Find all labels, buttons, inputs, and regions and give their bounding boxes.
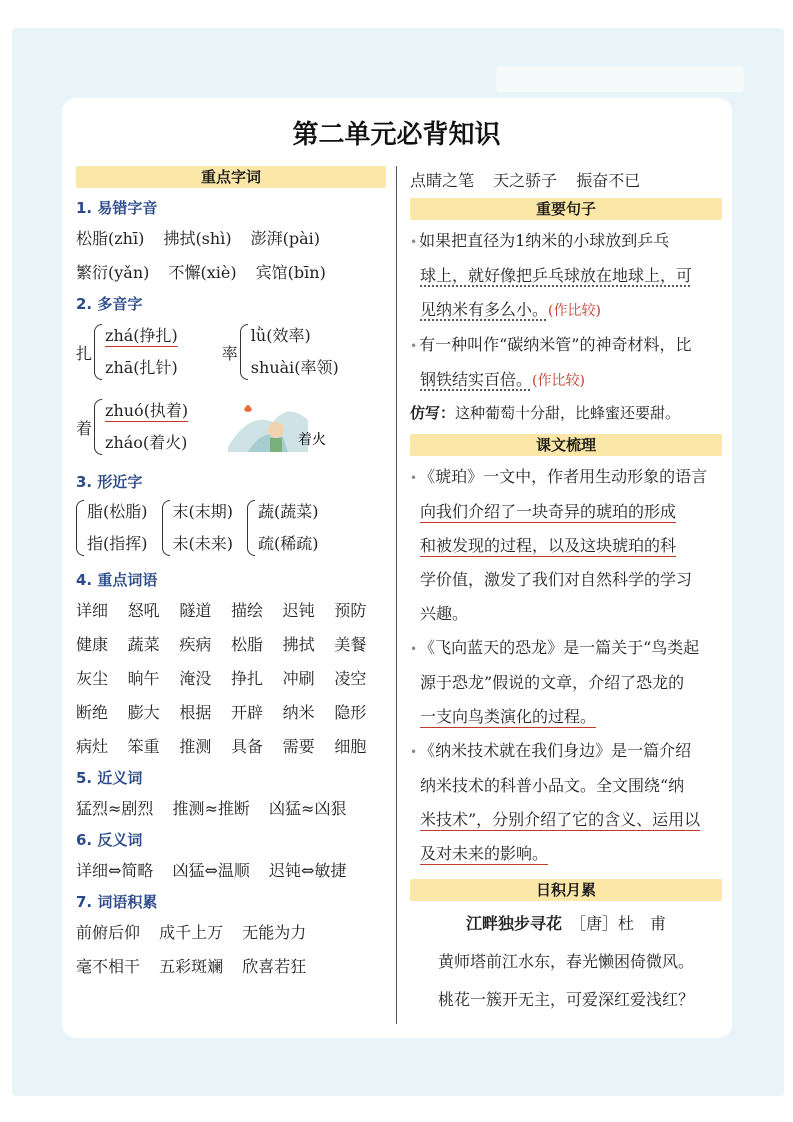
key-term: 疾病 — [179, 635, 212, 654]
heading-polyphones: 2. 多音字 — [76, 295, 143, 313]
key-term: 详细 — [76, 601, 109, 620]
synonym-pair: 猛烈≈剧烈 — [76, 799, 154, 818]
key-term: 晌午 — [127, 669, 160, 688]
rhetoric-tag: (作比较) — [532, 373, 585, 389]
band-important-sentences: 重要句子 — [410, 198, 722, 220]
key-term: 冲刷 — [282, 669, 315, 688]
column-divider — [396, 166, 397, 1024]
band-text-summary: 课文梳理 — [410, 434, 722, 456]
summary-dinosaur: • 《飞向蓝天的恐龙》是一篇关于“鸟类起 源于恐龙”假说的文章，介绍了恐龙的 一支向鸟类演化的过程。 — [410, 631, 722, 734]
idiom: 无能为力 — [242, 923, 307, 942]
left-column — [76, 166, 386, 984]
idiom: 天之骄子 — [493, 171, 558, 190]
summary-amber: • 《琥珀》一文中，作者用生动形象的语言 向我们介绍了一块奇异的琥珀的形成 和被发现的过程，以及这块琥珀的科 学价值，激发了我们对自然科学的学习 兴趣。 — [410, 460, 722, 631]
polyphone-lv: 率 lǜ(效率) shuài(率领) — [222, 320, 339, 384]
heading-idioms: 7. 词语积累 — [76, 893, 158, 911]
poem-author: ［唐］杜 甫 — [578, 914, 667, 933]
rhetoric-tag: (作比较) — [548, 303, 601, 319]
heading-synonyms: 5. 近义词 — [76, 769, 143, 787]
key-term: 隐形 — [334, 703, 367, 722]
sentence-2: • 有一种叫作“碳纳米管”的神奇材料，比 钢铁结实百倍。(作比较) — [410, 328, 722, 398]
idioms-row — [76, 916, 386, 950]
key-term: 具备 — [231, 737, 264, 756]
band-key-words: 重点字词 — [76, 166, 386, 188]
heading-similar-chars: 3. 形近字 — [76, 473, 143, 491]
key-term: 松脂 — [231, 635, 264, 654]
key-term: 病灶 — [76, 737, 109, 756]
antonym-pair: 凶猛⇔温顺 — [172, 861, 250, 880]
polyphone-zhuo: 着 zhuó(执着) zháo(着火) — [76, 395, 188, 459]
similar-group: 脂(松脂) 指(指挥) — [76, 496, 148, 560]
tape-strip — [496, 66, 744, 92]
summary-nanotech: • 《纳米技术就在我们身边》是一篇介绍 纳米技术的科普小品文。全文围绕“纳 米技术”，分别介绍了它的含义、运用以 及对未来的影响。 — [410, 734, 722, 871]
key-term: 健康 — [76, 635, 109, 654]
idioms-row — [76, 950, 386, 984]
pronunciation-row — [76, 222, 386, 256]
idiom: 振奋不已 — [576, 171, 641, 190]
imitation-sentence: 仿写：这种葡萄十分甜，比蜂蜜还要甜。 — [410, 404, 681, 422]
word: 繁衍(yǎn) — [76, 263, 150, 282]
key-term: 凌空 — [334, 669, 367, 688]
key-term: 纳米 — [282, 703, 315, 722]
key-term: 淹没 — [179, 669, 212, 688]
heading-pronunciation: 1. 易错字音 — [76, 199, 158, 217]
sentence-1: • 如果把直径为1纳米的小球放到乒乓 球上，就好像把乒乓球放在地球上，可 见纳米有多么小。(作比较) — [410, 224, 722, 328]
similar-chars-row — [76, 496, 386, 560]
key-term: 蔬菜 — [127, 635, 160, 654]
pronunciation-row — [76, 256, 386, 290]
synonym-pair: 凶猛≈凶狠 — [269, 799, 347, 818]
antonym-pair: 详细⇔简略 — [76, 861, 154, 880]
idiom: 五彩斑斓 — [159, 957, 224, 976]
key-term: 细胞 — [334, 737, 367, 756]
idiom: 成千上万 — [159, 923, 224, 942]
idiom: 前俯后仰 — [76, 923, 141, 942]
polyphone-zha: 扎 zhá(挣扎) zhā(扎针) — [76, 320, 178, 384]
key-term: 灰尘 — [76, 669, 109, 688]
idiom: 毫不相干 — [76, 957, 141, 976]
poem — [410, 905, 722, 1019]
word: 宾馆(bīn) — [255, 263, 326, 282]
antonym-pair: 迟钝⇔敏捷 — [269, 861, 347, 880]
word: 松脂(zhī) — [76, 229, 145, 248]
band-daily-accumulation: 日积月累 — [410, 879, 722, 901]
key-term: 怒吼 — [127, 601, 160, 620]
synonym-pair: 推测≈推断 — [172, 799, 250, 818]
word: 拂拭(shì) — [163, 229, 232, 248]
key-term: 挣扎 — [231, 669, 264, 688]
key-term: 美餐 — [334, 635, 367, 654]
fire-illustration — [228, 392, 358, 462]
poem-title: 江畔独步寻花 — [465, 914, 562, 933]
key-term: 笨重 — [127, 737, 160, 756]
poem-line: 桃花一簇开无主，可爱深红爱浅红？ — [437, 990, 694, 1009]
word: 澎湃(pài) — [250, 229, 321, 248]
word: 不懈(xiè) — [168, 263, 237, 282]
antonyms-row — [76, 854, 386, 888]
key-term: 描绘 — [231, 601, 264, 620]
key-term: 隧道 — [179, 601, 212, 620]
heading-antonyms: 6. 反义词 — [76, 831, 143, 849]
idioms-row-continued — [410, 164, 722, 198]
key-term: 需要 — [282, 737, 315, 756]
similar-group: 末(末期) 未(未来) — [162, 496, 234, 560]
key-term: 推测 — [179, 737, 212, 756]
illustration-caption: 着火 — [298, 432, 327, 448]
polyphone-row — [76, 320, 386, 384]
key-term: 拂拭 — [282, 635, 315, 654]
similar-group: 蔬(蔬菜) 疏(稀疏) — [247, 496, 319, 560]
page-title: 第二单元必背知识 — [292, 120, 501, 150]
key-term: 预防 — [334, 601, 367, 620]
synonyms-row — [76, 792, 386, 826]
right-column — [410, 166, 722, 1019]
key-term: 开辟 — [231, 703, 264, 722]
idiom: 欣喜若狂 — [242, 957, 307, 976]
key-term: 膨大 — [127, 703, 160, 722]
key-terms-grid — [76, 594, 386, 764]
poem-line: 黄师塔前江水东，春光懒困倚微风。 — [437, 952, 694, 971]
key-term: 断绝 — [76, 703, 109, 722]
key-term: 迟钝 — [282, 601, 315, 620]
idiom: 点睛之笔 — [410, 171, 475, 190]
polyphone-row — [76, 392, 386, 462]
heading-key-terms: 4. 重点词语 — [76, 571, 158, 589]
key-term: 根据 — [179, 703, 212, 722]
